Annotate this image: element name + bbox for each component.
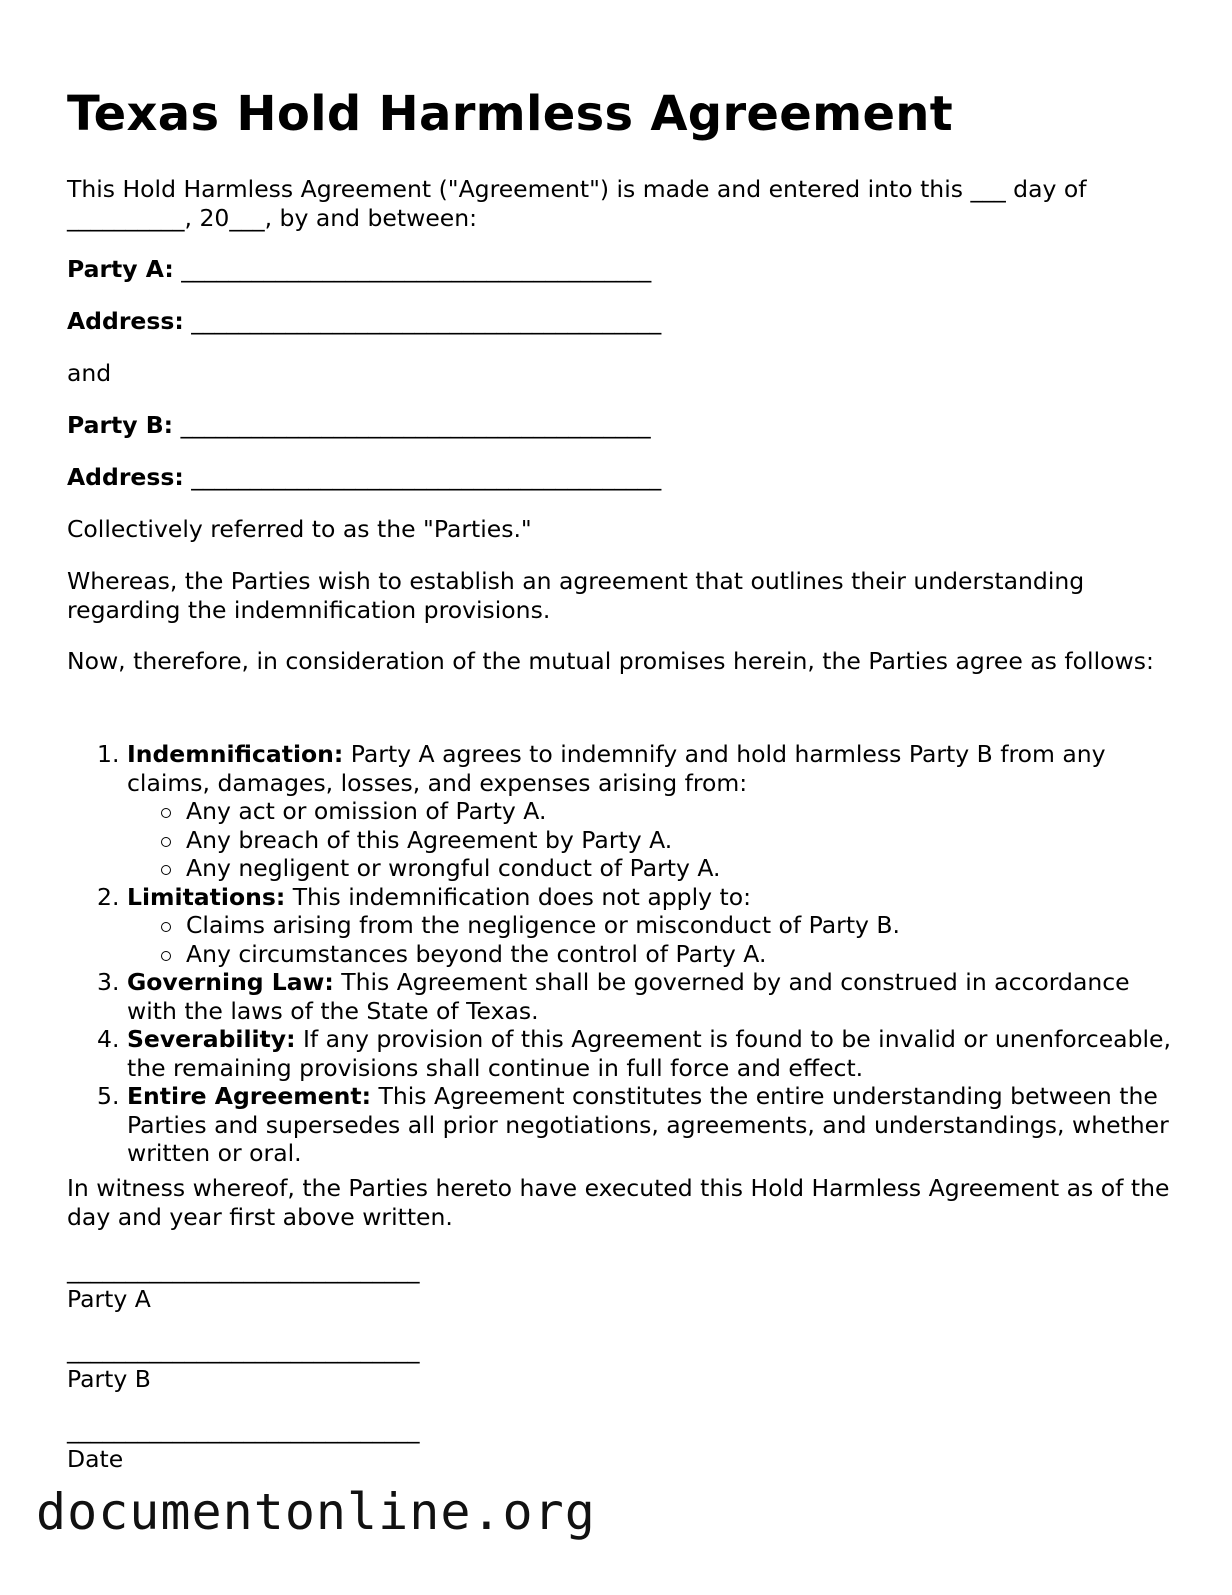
- clause-number: 2.: [97, 882, 120, 911]
- party-b-field: [67, 411, 1172, 440]
- clause-subitem-text: Any circumstances beyond the control of Party A.: [186, 939, 767, 968]
- address-b-field: [67, 463, 1172, 492]
- clauses-list: [67, 740, 1177, 1168]
- clause-subitem: [67, 826, 1177, 855]
- clause-subitem: [67, 797, 1177, 826]
- circle-bullet-icon: [161, 808, 171, 818]
- clause-subitem-text: Claims arising from the negligence or misconduct of Party B.: [186, 911, 901, 939]
- clause-subitem: [67, 911, 1177, 940]
- clause-item: [67, 1082, 1177, 1168]
- collectively-paragraph: Collectively referred to as the "Parties.": [67, 515, 532, 543]
- clause-text: This Agreement constitutes the entire understanding between the Parties and supersedes all prior negotiations, agreements, and understandings, whether written or oral.: [127, 1082, 1169, 1167]
- signature-date: [67, 1416, 420, 1473]
- party-b-label: Party B:: [67, 411, 174, 439]
- clause-subitem: [67, 854, 1177, 883]
- clause-item: [67, 1025, 1177, 1082]
- address-a-field: [67, 307, 1172, 336]
- clause-text: This indemnification does not apply to:: [292, 882, 751, 911]
- clause-text: Party A agrees to indemnify and hold harmless Party B from any claims, damages, losses, and expenses arising from:: [127, 740, 1106, 797]
- signature-line[interactable]: ______________________________: [67, 1336, 420, 1364]
- now-therefore-paragraph: Now, therefore, in consideration of the mutual promises herein, the Parties agree as follows:: [67, 647, 1154, 675]
- clause-subitem: [67, 940, 1177, 969]
- clause-item: [67, 740, 1177, 797]
- signature-party-a: [67, 1256, 420, 1313]
- circle-bullet-icon: [161, 837, 171, 847]
- address-b-label: Address:: [67, 463, 184, 491]
- clause-subitem-text: Any act or omission of Party A.: [186, 797, 547, 825]
- clause-heading: Indemnification:: [127, 740, 344, 768]
- clause-heading: Limitations:: [127, 882, 286, 911]
- intro-line-1: This Hold Harmless Agreement ("Agreement") is made and entered into this ___ day of: [67, 175, 1087, 203]
- clause-subitem-text: Any negligent or wrongful conduct of Party A.: [186, 854, 721, 882]
- signature-line[interactable]: ______________________________: [67, 1416, 420, 1444]
- party-a-blank[interactable]: ________________________________________: [181, 255, 652, 283]
- witness-paragraph: In witness whereof, the Parties hereto have executed this Hold Harmless Agreement as of the day and year first above written.: [67, 1174, 1170, 1231]
- clause-item: [67, 968, 1177, 1025]
- party-a-label: Party A:: [67, 255, 174, 283]
- clause-heading: Governing Law:: [127, 968, 334, 996]
- signature-label-party-a: Party A: [67, 1284, 151, 1313]
- clause-text: If any provision of this Agreement is found to be invalid or unenforceable, the remaining provisions shall continue in full force and effect.: [127, 1025, 1171, 1082]
- clause-heading: Entire Agreement:: [127, 1082, 372, 1110]
- circle-bullet-icon: [161, 951, 171, 961]
- clause-subitem-text: Any breach of this Agreement by Party A.: [186, 825, 673, 854]
- clause-number: 5.: [97, 1082, 120, 1110]
- clause-item: [67, 883, 1177, 912]
- intro-paragraph: [67, 175, 1172, 232]
- circle-bullet-icon: [161, 922, 171, 932]
- clause-number: 1.: [97, 740, 120, 768]
- clause-number: 4.: [97, 1025, 120, 1053]
- address-a-label: Address:: [67, 307, 184, 335]
- address-a-blank[interactable]: ________________________________________: [191, 307, 662, 335]
- party-a-field: [67, 255, 1172, 284]
- signature-label-date: Date: [67, 1444, 124, 1473]
- signature-label-party-b: Party B: [67, 1364, 151, 1393]
- and-text: and: [67, 359, 112, 387]
- clause-heading: Severability:: [127, 1025, 296, 1053]
- clause-number: 3.: [97, 968, 120, 996]
- signature-line[interactable]: ______________________________: [67, 1256, 420, 1284]
- circle-bullet-icon: [161, 865, 171, 875]
- watermark-text: documentonline.org: [36, 1483, 596, 1541]
- intro-line-2: __________, 20___, by and between:: [67, 203, 478, 232]
- signature-party-b: [67, 1336, 420, 1393]
- document-title: Texas Hold Harmless Agreement: [67, 86, 954, 142]
- party-b-blank[interactable]: ________________________________________: [180, 411, 651, 439]
- whereas-paragraph: Whereas, the Parties wish to establish an agreement that outlines their understanding regarding the indemnification provisions.: [67, 567, 1085, 624]
- clause-text: This Agreement shall be governed by and construed in accordance with the laws of the State of Texas.: [127, 968, 1130, 1025]
- address-b-blank[interactable]: ________________________________________: [191, 463, 662, 491]
